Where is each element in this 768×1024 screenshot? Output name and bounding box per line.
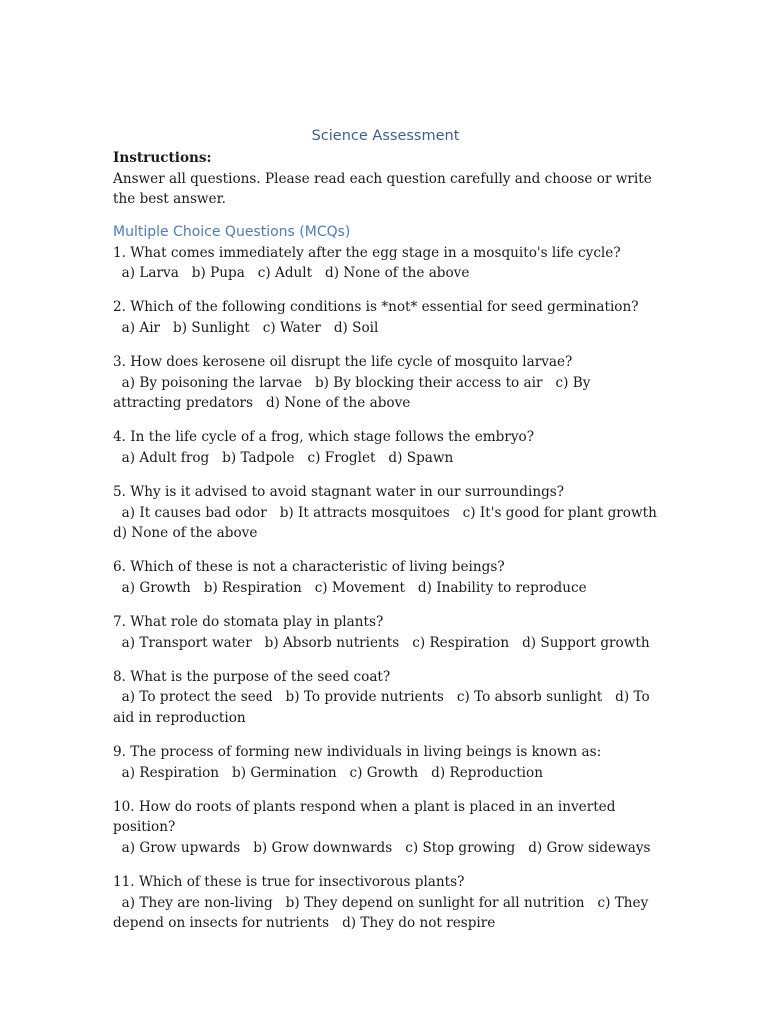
options-text: a) To protect the seed b) To provide nutrients c) To absorb sunlight d) To aid in reproduction <box>113 689 655 726</box>
question-7 <box>113 612 658 653</box>
question-options <box>113 503 670 544</box>
question-6 <box>113 557 658 598</box>
question-5 <box>113 482 670 544</box>
question-text: 8. What is the purpose of the seed coat? <box>113 668 391 685</box>
question-options <box>113 763 658 784</box>
question-options <box>113 687 658 728</box>
mcq-section-heading: Multiple Choice Questions (MCQs) <box>113 223 351 240</box>
question-options <box>113 578 658 599</box>
question-text: 10. How do roots of plants respond when a plant is placed in an inverted position? <box>113 798 616 836</box>
instructions-label: Instructions: <box>113 150 212 166</box>
question-text: 4. In the life cycle of a frog, which stage follows the embryo? <box>113 429 534 446</box>
question-options <box>113 838 658 859</box>
question-text: 6. Which of these is not a characteristic of living beings? <box>113 559 505 576</box>
question-options <box>113 373 658 414</box>
question-options <box>113 263 658 284</box>
document-page <box>113 126 670 947</box>
question-11 <box>113 872 658 934</box>
instructions-text: Answer all questions. Please read each question carefully and choose or write the best answer. <box>113 170 652 208</box>
question-text: 5. Why is it advised to avoid stagnant water in our surroundings? <box>113 484 565 501</box>
question-text: 7. What role do stomata play in plants? <box>113 614 384 631</box>
question-options <box>113 448 658 469</box>
question-3 <box>113 352 658 414</box>
options-text: a) Larva b) Pupa c) Adult d) None of the above <box>113 265 470 282</box>
question-10 <box>113 797 658 859</box>
question-text: 9. The process of forming new individuals in living beings is known as: <box>113 744 602 761</box>
options-text: a) Adult frog b) Tadpole c) Froglet d) Spawn <box>113 450 454 467</box>
question-1 <box>113 243 658 284</box>
options-text: a) It causes bad odor b) It attracts mosquitoes c) It's good for plant growth d) None of the above <box>113 504 670 542</box>
question-text: 11. Which of these is true for insectivorous plants? <box>113 874 465 891</box>
options-text: a) Respiration b) Germination c) Growth d) Reproduction <box>113 764 543 781</box>
options-text: a) Air b) Sunlight c) Water d) Soil <box>113 320 379 337</box>
question-options <box>113 318 658 339</box>
question-options <box>113 893 658 934</box>
options-text: a) They are non-living b) They depend on sunlight for all nutrition c) They depend on insects for nutrients d) They do not respire <box>113 894 653 932</box>
options-text: a) Growth b) Respiration c) Movement d) Inability to reproduce <box>113 580 587 596</box>
question-8 <box>113 667 658 729</box>
document-title: Science Assessment <box>311 128 460 144</box>
question-text: 1. What comes immediately after the egg stage in a mosquito's life cycle? <box>113 244 621 261</box>
options-text: a) Grow upwards b) Grow downwards c) Stop growing d) Grow sideways <box>113 839 651 856</box>
options-text: a) By poisoning the larvae b) By blocking their access to air c) By attracting predators d) None of the above <box>113 374 595 412</box>
question-list <box>113 243 670 934</box>
question-2 <box>113 297 658 338</box>
question-text: 3. How does kerosene oil disrupt the life cycle of mosquito larvae? <box>113 354 573 371</box>
question-9 <box>113 742 658 783</box>
question-text: 2. Which of the following conditions is *not* essential for seed germination? <box>113 299 639 316</box>
question-options <box>113 633 658 654</box>
options-text: a) Transport water b) Absorb nutrients c) Respiration d) Support growth <box>113 634 650 651</box>
question-4 <box>113 427 658 468</box>
